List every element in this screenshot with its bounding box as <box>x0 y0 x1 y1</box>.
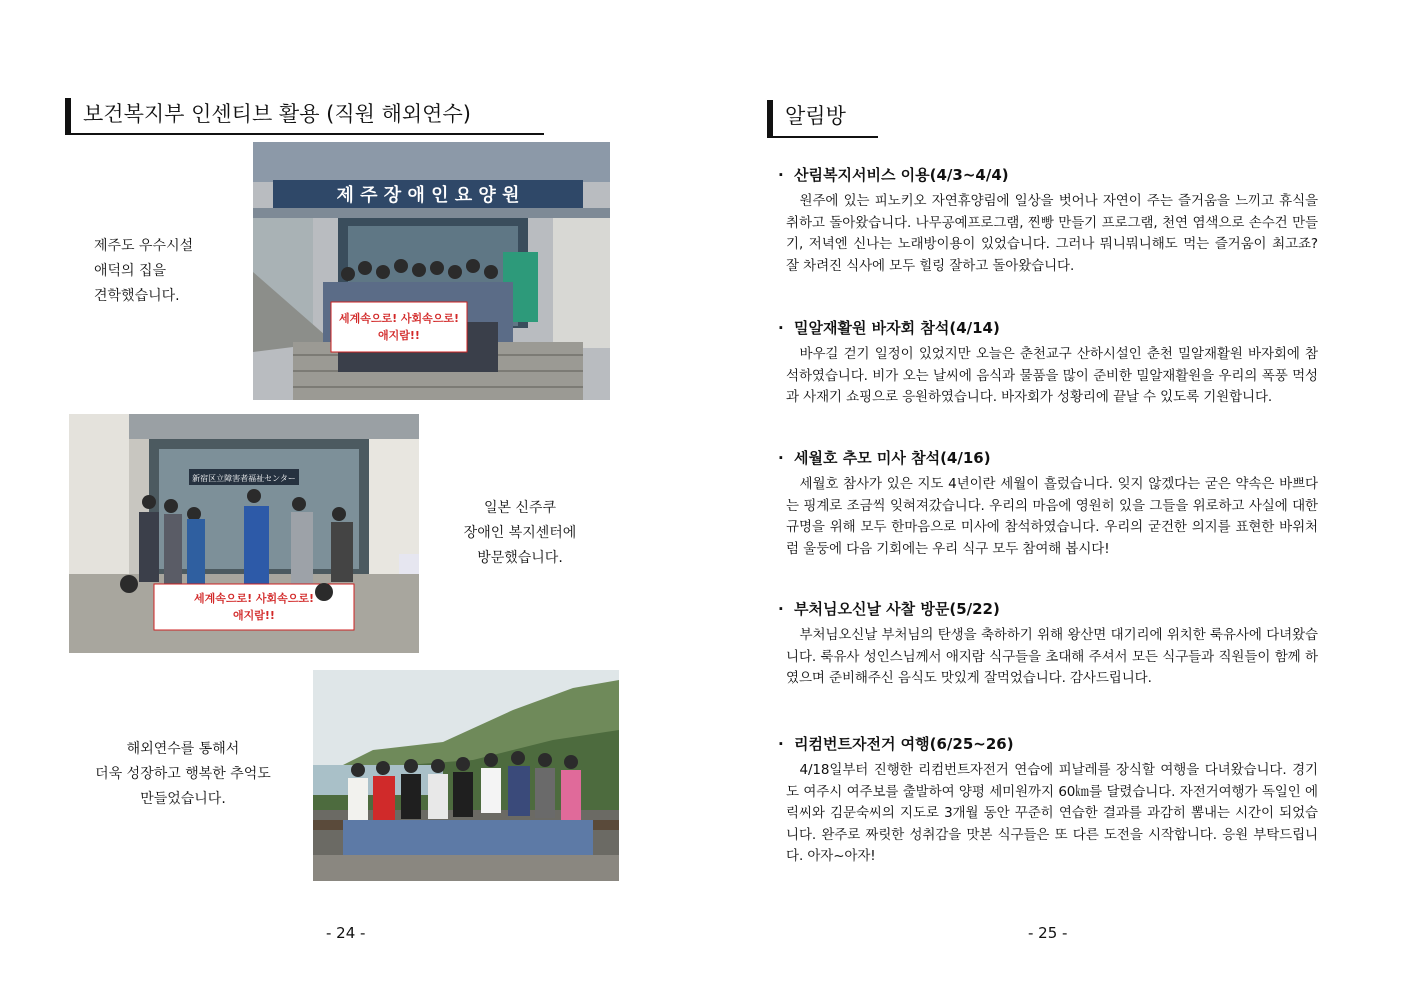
notice-item <box>778 317 1318 409</box>
photo-jeju-facility <box>253 142 610 400</box>
photo1-banner-line1: 세계속으로! 사회속으로! <box>338 312 460 325</box>
bullet-icon: · <box>778 166 784 184</box>
caption-jeju-line: 애덕의 집을 <box>94 263 167 279</box>
notice-item-title <box>778 598 1318 620</box>
left-section-heading <box>65 98 544 135</box>
caption-training-line: 해외연수를 통해서 <box>126 741 240 757</box>
notice-item-body: 세월호 참사가 있은 지도 4년이란 세월이 흘렀습니다. 잊지 않겠다는 굳은 약속은 바쁘다는 핑계로 조금씩 잊혀져갔습니다. 우리의 마음에 영원히 있을 그들을 위로하고 사실에 대한 규명을 위해 모두 한마음으로 미사에 참석하였습니다. 우리의 굳건한 의지를 표현한 바위처럼 울둥에 다음 기회에는 우리 식구 모두 참여해 봅시다! <box>786 476 1318 557</box>
caption-shinjuku-line: 장애인 복지센터에 <box>463 525 577 541</box>
notice-item-body: 바우길 걷기 일정이 있었지만 오늘은 춘천교구 산하시설인 춘천 밀알재활원 바자회에 참석하였습니다. 비가 오는 날씨에 음식과 물품을 많이 준비한 밀알재활원을 우리의 폭풍 먹성과 사재기 쇼핑으로 응원하였습니다. 바자회가 성황리에 끝날 수 있도록 기원합니다. <box>786 346 1318 405</box>
notice-item-title-text: 부처님오신날 사찰 방문(5/22) <box>794 600 1000 618</box>
right-section-heading <box>767 100 878 138</box>
notice-item-body: 4/18일부터 진행한 리컴번트자전거 연습에 피날레를 장식할 여행을 다녀왔습니다. 경기도 여주시 여주보를 출발하여 양평 세미원까지 60㎞를 달렸습니다. 자전거여행가 독일인 에릭씨와 김문숙씨의 지도로 3개월 동안 꾸준히 연습한 결과를 과감히 뽐내는 시간이 되었습니다. 완주로 짜릿한 성취감을 맛본 식구들은 또 다른 도전을 시작합니다. 응원 부탁드립니다. 아자~아자! <box>786 762 1318 864</box>
notice-item-title-text: 밀알재활원 바자회 참석(4/14) <box>794 319 1000 337</box>
caption-training-line: 만들었습니다. <box>140 791 226 807</box>
caption-training-line: 더욱 성장하고 행복한 추억도 <box>95 766 271 782</box>
notice-item-title-text: 세월호 추모 미사 참석(4/16) <box>794 449 991 467</box>
left-heading-text: 보건복지부 인센티브 활용 (직원 해외연수) <box>83 102 471 126</box>
notice-item-title-text: 리컴번트자전거 여행(6/25~26) <box>794 735 1014 753</box>
photo2-banner-line2: 애지람!! <box>233 609 275 622</box>
bullet-icon: · <box>778 319 784 337</box>
notice-item <box>778 733 1318 868</box>
notice-item-title <box>778 733 1318 755</box>
caption-jeju-line: 제주도 우수시설 <box>94 238 194 254</box>
notice-item-body: 부처님오신날 부처님의 탄생을 축하하기 위해 왕산면 대기리에 위치한 룩유사에 다녀왔습니다. 룩유사 성인스님께서 애지람 식구들을 초대해 주셔서 모든 식구들과 직원들이 함께 하였으며 준비해주신 음식도 맛있게 잘먹었습니다. 감사드립니다. <box>786 627 1318 686</box>
caption-jeju-line: 견학했습니다. <box>94 288 180 304</box>
notice-item <box>778 447 1318 560</box>
bullet-icon: · <box>778 735 784 753</box>
right-heading-text: 알림방 <box>785 104 846 128</box>
caption-shinjuku-line: 일본 신주쿠 <box>483 500 557 516</box>
page-number-right: - 25 - <box>1028 924 1068 942</box>
photo2-banner-line1: 세계속으로! 사회속으로! <box>193 592 315 605</box>
bullet-icon: · <box>778 449 784 467</box>
caption-shinjuku-line: 방문했습니다. <box>477 550 563 566</box>
caption-training <box>72 737 294 812</box>
caption-shinjuku <box>440 496 600 571</box>
notice-item-title-text: 산림복지서비스 이용(4/3~4/4) <box>794 166 1009 184</box>
photo2-sign-text: 新宿区立障害者福祉センター <box>192 474 296 483</box>
photo1-banner-line2: 애지람!! <box>378 329 420 342</box>
photo-shinjuku-center <box>69 414 419 653</box>
photo1-sign-text: 제 주 장 애 인 요 양 원 <box>336 185 520 206</box>
notice-item <box>778 598 1318 690</box>
notice-item-body: 원주에 있는 피노키오 자연휴양림에 일상을 벗어나 자연이 주는 즐거움을 느끼고 휴식을 취하고 돌아왔습니다. 나무공예프로그램, 찐빵 만들기 프로그램, 천연 염색으로 손수건 만들기, 저녁엔 신나는 노래방이용이 있었습니다. 그러나 뭐니뭐니해도 먹는 즐거움이 최고죠? 잘 차려진 식사에 모두 힐링 잘하고 돌아왔습니다. <box>786 193 1318 274</box>
caption-jeju <box>94 234 193 309</box>
notice-item-title <box>778 317 1318 339</box>
bullet-icon: · <box>778 600 784 618</box>
page-number-left: - 24 - <box>326 924 366 942</box>
notice-item <box>778 164 1318 277</box>
photo-group-lake <box>313 670 619 881</box>
notice-item-title <box>778 164 1318 186</box>
notice-item-title <box>778 447 1318 469</box>
